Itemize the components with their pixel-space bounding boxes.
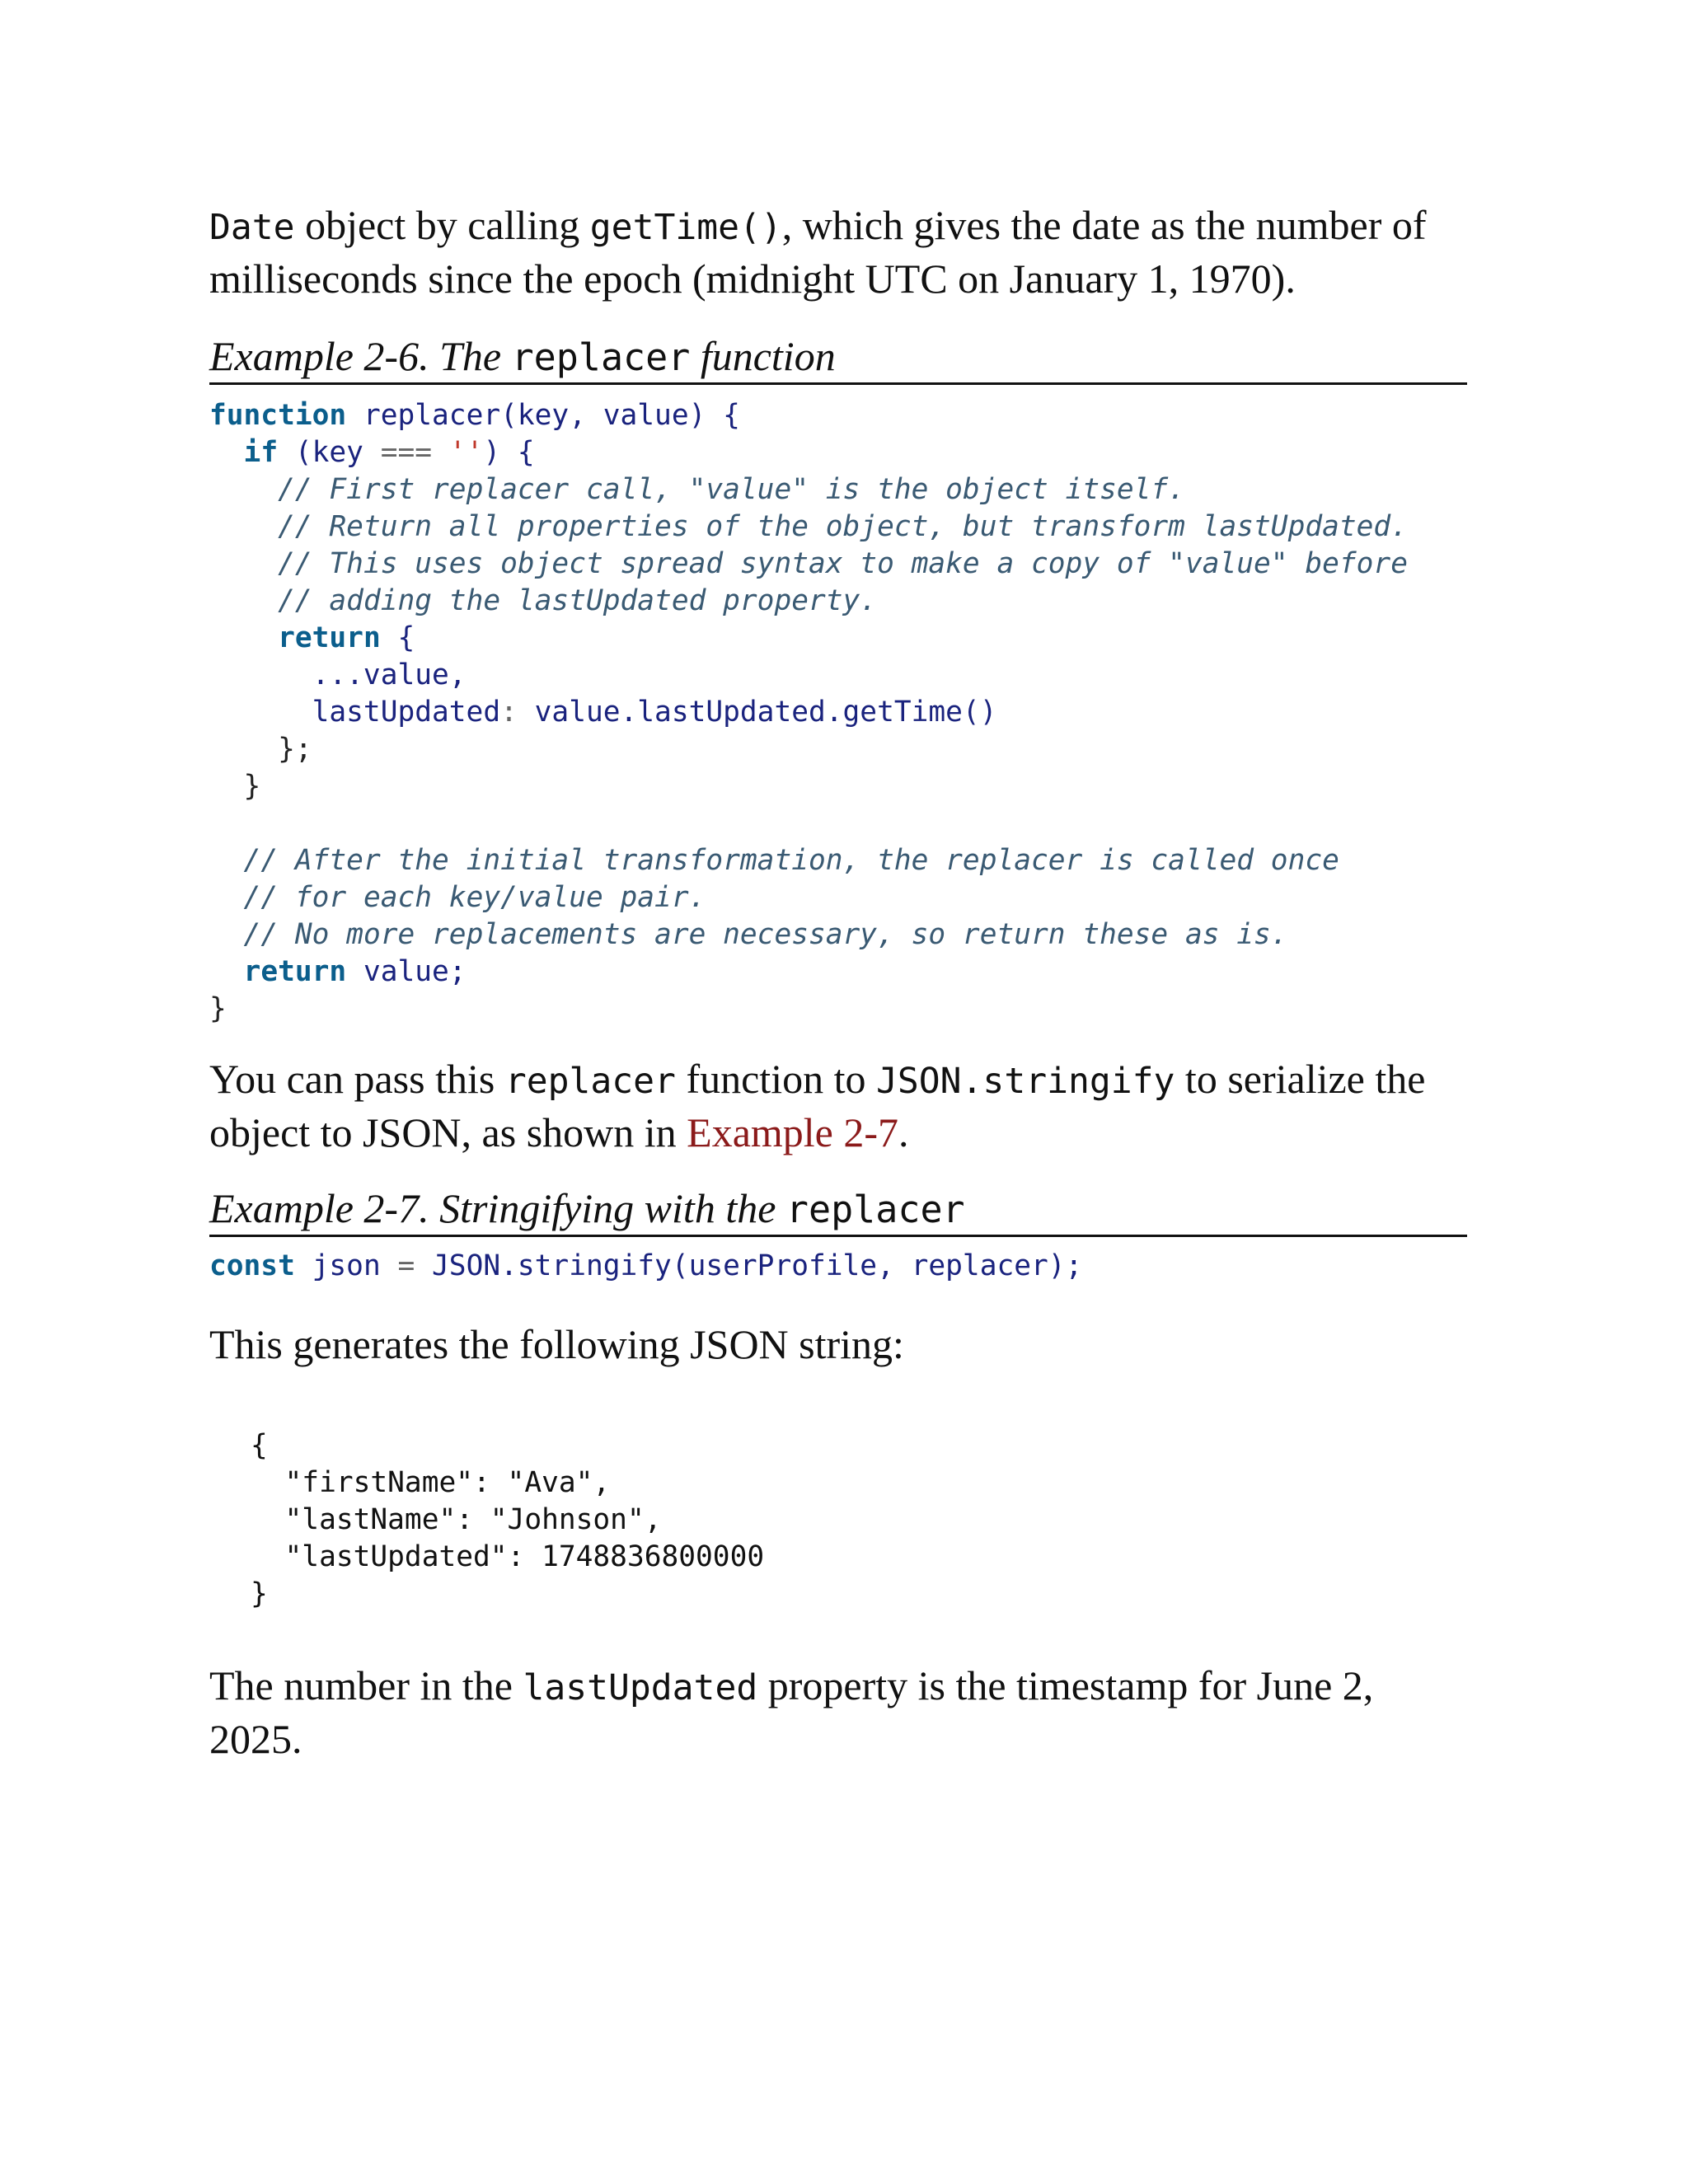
inline-code-replacer: replacer <box>504 1061 676 1102</box>
text: , which gives the date as the number of milliseconds since the epoch (midnight UTC on January 1, 1970). <box>209 202 1427 302</box>
inline-code-json-stringify: JSON.stringify <box>875 1061 1175 1102</box>
code-comment: // adding the lastUpdated property. <box>278 584 878 617</box>
inline-code-gettime: getTime() <box>589 207 782 248</box>
keyword: if <box>243 436 279 469</box>
example-caption-2-7 <box>209 1185 1467 1237</box>
code-comment: // for each key/value pair. <box>243 881 706 914</box>
json-line: "lastName": "Johnson", <box>251 1503 662 1536</box>
keyword: return <box>243 955 347 988</box>
code-block-stringify <box>209 1248 1082 1285</box>
link-example-2-7[interactable]: Example 2-7 <box>687 1109 899 1155</box>
text: function to <box>675 1056 876 1102</box>
operator: === <box>380 436 433 469</box>
code-comment: // Return all properties of the object, but transform lastUpdated. <box>278 510 1408 543</box>
inline-code-date: Date <box>209 207 295 248</box>
text: property is the timestamp for June 2, 2025. <box>209 1662 1374 1762</box>
inline-code-lastupdated: lastUpdated <box>523 1667 758 1708</box>
example-caption-2-6 <box>209 333 1467 385</box>
json-line: { <box>251 1429 268 1462</box>
code-block-replacer <box>209 397 1408 1028</box>
code-text: value; <box>346 955 467 988</box>
caption-code: replacer <box>511 335 691 379</box>
code-text: JSON.stringify(userProfile, replacer); <box>415 1249 1083 1282</box>
code-text: }; <box>278 733 312 766</box>
keyword: return <box>278 621 381 654</box>
code-text <box>432 436 449 469</box>
text: to serialize the object to JSON, as shown in <box>209 1056 1426 1155</box>
operator: = <box>397 1249 415 1282</box>
operator: : <box>500 696 518 729</box>
caption-text: Example 2-7. Stringifying with the <box>209 1185 786 1231</box>
json-line: } <box>251 1577 268 1610</box>
text: You can pass this <box>209 1056 505 1102</box>
code-comment: // First replacer call, "value" is the object itself. <box>278 473 1185 506</box>
keyword: const <box>209 1249 295 1282</box>
code-text: value.lastUpdated.getTime() <box>517 696 997 729</box>
code-comment: // After the initial transformation, the replacer is called once <box>243 844 1339 877</box>
paragraph-pass-replacer <box>209 1053 1467 1158</box>
code-comment: // No more replacements are necessary, so return these as is. <box>243 918 1288 951</box>
code-comment: // This uses object spread syntax to make a copy of "value" before <box>278 547 1408 580</box>
json-output-block <box>251 1427 764 1613</box>
code-text: lastUpdated <box>312 696 501 729</box>
text: . <box>898 1109 909 1155</box>
code-text: replacer(key, value) { <box>346 399 740 432</box>
code-text: } <box>209 992 227 1025</box>
caption-text: function <box>690 333 836 379</box>
text: The number in the <box>209 1662 523 1708</box>
code-text: { <box>380 621 415 654</box>
code-text: ...value, <box>312 658 467 691</box>
text: object by calling <box>294 202 590 248</box>
paragraph-generates-json: This generates the following JSON string: <box>209 1321 904 1367</box>
string-literal: '' <box>448 436 484 469</box>
keyword: function <box>209 399 347 432</box>
paragraph-timestamp <box>209 1660 1467 1765</box>
caption-code: replacer <box>785 1188 965 1231</box>
json-line: "lastUpdated": 1748836800000 <box>251 1540 765 1573</box>
code-text: } <box>243 770 261 803</box>
code-text: json <box>294 1249 398 1282</box>
paragraph-date-gettime <box>209 199 1467 304</box>
json-line: "firstName": "Ava", <box>251 1466 611 1499</box>
code-text: ) { <box>483 436 535 469</box>
caption-text: Example 2-6. The <box>209 333 512 379</box>
code-text: (key <box>278 436 381 469</box>
